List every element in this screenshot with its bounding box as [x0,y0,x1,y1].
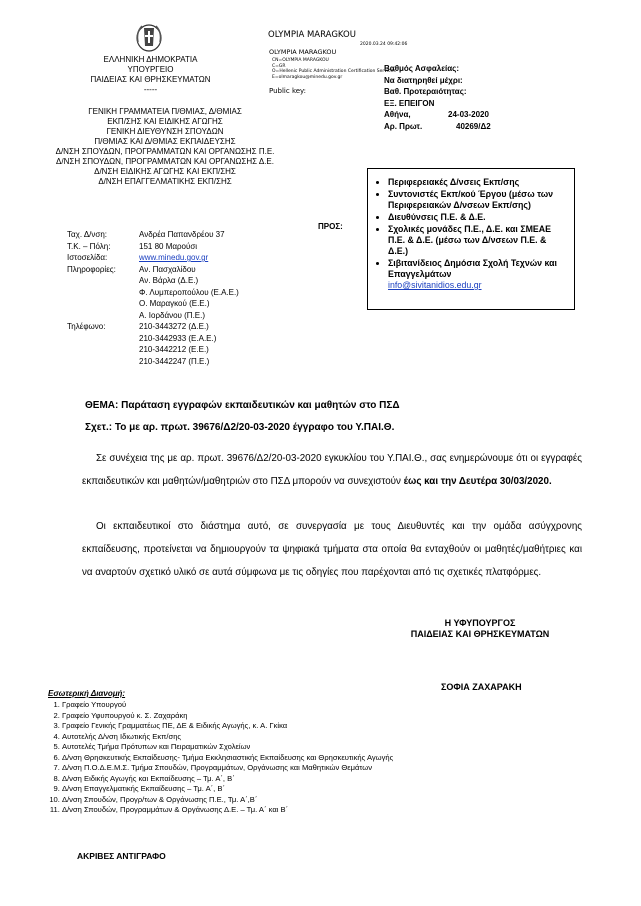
distribution-item: 6. Δ/νση Θρησκευτικής Εκπαίδευσης- Τμήμα Εκκλησιαστικής Εκπαίδευσης και Θρησκευτικής Αγωγής [62,753,498,764]
distribution-item: 9. Δ/νση Επαγγελματικής Εκπαίδευσης – Τμ. Α΄, Β΄ [62,784,498,795]
signature-detail: E=olmaragkou@minedu.gov.gr [272,74,343,80]
info-label: Πληροφορίες: [67,264,116,274]
department-lines [40,107,290,187]
recipient-item [388,258,568,291]
phone-number: 210-3442933 (Ε.Α.Ε.) [139,333,217,343]
postal-label: Τ.Κ. – Πόλη: [67,241,111,251]
classification-label: Βαθμός Ασφαλείας: [384,64,459,73]
recipient-email-link[interactable]: info@sivitanidios.edu.gr [388,280,482,290]
signatory-title-2: ΠΑΙΔΕΙΑΣ ΚΑΙ ΘΡΗΣΚΕΥΜΑΤΩΝ [410,629,550,639]
republic-title: ΕΛΛΗΝΙΚΗ ΔΗΜΟΚΡΑΤΙΑ [103,55,198,64]
to-label: ΠΡΟΣ: [318,222,343,231]
distribution-heading: Εσωτερική Διανομή: [48,689,126,698]
protocol-number: 40269/Δ2 [456,121,491,131]
phone-row [67,321,287,367]
public-key-label: Public key: [269,87,307,95]
distribution-item: 11. Δ/νση Σπουδών, Προγραμμάτων & Οργάνωσης Δ.Ε. – Τμ. Α΄ και Β΄ [62,805,498,816]
body-p1-bold: έως και την Δευτέρα 30/03/2020. [403,476,552,487]
distribution-item: 2. Γραφείο Υφυπουργού κ. Σ. Ζαχαράκη [62,711,498,722]
distribution-item: 3. Γραφείο Γενικής Γραμματέως ΠΕ, ΔΕ & Ειδικής Αγωγής, κ. Α. Γκίκα [62,721,498,732]
certified-copy: ΑΚΡΙΒΕΣ ΑΝΤΙΓΡΑΦΟ [77,851,166,861]
ministry-line-1: ΥΠΟΥΡΓΕΙΟ [127,65,174,74]
recipient-item: • Διευθύνσεις Π.Ε. & Δ.Ε. [388,212,568,223]
website-label: Ιστοσελίδα: [67,253,108,262]
priority-label: Βαθ. Προτεραιότητας: [384,87,467,97]
phone-label: Τηλέφωνο: [67,322,106,331]
phone-number: 210-3442247 (Π.Ε.) [139,356,210,366]
signatory-block [400,618,560,640]
info-person: Αν. Πασχαλίδου [139,264,196,274]
recipients-list [372,177,568,291]
signatory-name: ΣΟΦΙΑ ΖΑΧΑΡΑΚΗ [441,682,522,692]
header-separator: ----- [143,85,158,94]
dept-line: ΓΕΝΙΚΗ ΔΙΕΥΘΥΝΣΗ ΣΠΟΥΔΩΝ [106,127,224,136]
phone-number: 210-3442212 (Ε.Ε.) [139,345,209,354]
signatory-title-1: Η ΥΦΥΠΟΥΡΓΟΣ [444,618,516,628]
signature-details [272,58,396,80]
info-person: Φ. Λυμπεροπούλου (Ε.Α.Ε.) [139,287,239,297]
signature-date: 2020.03.24 09:42:06 [360,42,408,47]
recipient-item: • Συντονιστές Εκπ/κού Έργου (μέσω των Περιφερειακών Δ/νσεων Εκπ/σης) [388,189,568,211]
body-paragraph-2 [82,515,582,584]
dept-line: ΕΚΠ/ΣΗΣ ΚΑΙ ΕΙΔΙΚΗΣ ΑΓΩΓΗΣ [107,117,223,126]
body-p1-text: Σε συνέχεια της με αρ. πρωτ. 39676/Δ2/20-03-2020 εγκυκλίου του Υ.ΠΑΙ.Θ., σας ενημερώνουμε ότι οι εγγραφές εκπαιδευτικών και μαθητών/μαθητριών στο ΠΣΔ μπορούν να συνεχιστούν [82,453,582,487]
urgent-label: ΕΞ. ΕΠΕΙΓΟΝ [384,98,435,108]
recipient-item: • Περιφερειακές Δ/νσεις Εκπ/σης [388,177,568,188]
ministry-line-2: ΠΑΙΔΕΙΑΣ ΚΑΙ ΘΡΗΣΚΕΥΜΑΤΩΝ [90,75,211,84]
recipient-item: • Σχολικές μονάδες Π.Ε., Δ.Ε. και ΣΜΕΑΕ Π.Ε. & Δ.Ε. (μέσω των Δ/νσεων Π.Ε. & Δ.Ε.) [388,224,568,257]
retain-label: Να διατηρηθεί μέχρι: [384,75,463,85]
distribution-item: 4. Αυτοτελής Δ/νση Ιδιωτικής Εκπ/σης [62,732,498,743]
subject-line: ΘΕΜΑ: Παράταση εγγραφών εκπαιδευτικών και μαθητών στο ΠΣΔ [85,400,400,411]
recipient-name: Σιβιτανίδειος Δημόσια Σχολή Τεχνών και Επαγγελμάτων [388,258,557,279]
address-value: Ανδρέα Παπανδρέου 37 [139,230,225,239]
postal-row [67,241,287,253]
info-row [67,264,287,322]
security-block [384,63,544,133]
signature-name: OLYMPIA MARAGKOU [268,30,356,40]
address-label: Ταχ. Δ/νση: [67,230,108,239]
signature-detail: CN=OLYMPIA MARAGKOU [272,58,329,63]
dept-line: Δ/ΝΣΗ ΕΙΔΙΚΗΣ ΑΓΩΓΗΣ ΚΑΙ ΕΚΠ/ΣΗΣ [94,167,236,176]
city: Αθήνα, [384,110,411,120]
address-row [67,229,287,241]
ministry-header [90,55,211,95]
signature-detail: C=GR [272,63,286,69]
info-list [139,264,239,322]
dept-line: Δ/ΝΣΗ ΣΠΟΥΔΩΝ, ΠΡΟΓΡΑΜΜΑΤΩΝ ΚΑΙ ΟΡΓΑΝΩΣΗΣ Π.Ε. [55,147,275,156]
protocol-label: Αρ. Πρωτ. [384,121,423,131]
info-person: Α. Ιορδάνου (Π.Ε.) [139,310,206,320]
greek-emblem-icon [134,22,164,52]
distribution-item: 1. Γραφείο Υπουργού [62,700,498,711]
signature-subject: OLYMPIA MARAGKOU [269,48,337,56]
distribution-list [48,700,498,816]
dept-line: Π/ΘΜΙΑΣ ΚΑΙ Δ/ΘΜΙΑΣ ΕΚΠΑΙΔΕΥΣΗΣ [94,137,236,146]
phone-list [139,321,216,367]
recipients-box [367,168,575,310]
reference-line: Σχετ.: Το με αρ. πρωτ. 39676/Δ2/20-03-2020 έγγραφο του Υ.ΠΑΙ.Θ. [85,422,395,433]
document-date: 24-03-2020 [448,110,489,120]
body-paragraph-1 [82,447,582,493]
distribution-item: 5. Αυτοτελές Τμήμα Πρότυπων και Πειραματικών Σχολείων [62,742,498,753]
website-row [67,252,287,264]
distribution-item: 7. Δ/νση Π.Ο.Δ.Ε.Μ.Σ. Τμήμα Σπουδών, Προγραμμάτων, Οργάνωσης και Μαθητικών Θεμάτων [62,763,498,774]
signature-detail: O=Hellenic Public Administration Certification Services [272,69,396,74]
body-p2-text: Οι εκπαιδευτικοί στο διάστημα αυτό, σε συνεργασία με τους Διευθυντές και την ομάδα ασύγχρονης εκπαίδευσης, προτείνεται να δημιουργούν τα ψηφιακά τμήματα στα οποία θα ενταχθούν οι μαθητές/μαθήτριες και να αναρτούν σχετικό υλικό σε αυτά σύμφωνα με τις οδηγίες που παρέχονται από τις σχετικές πλατφόρμες. [82,521,582,578]
info-person: Ο. Μαραγκού (Ε.Ε.) [139,299,210,308]
dept-line: Δ/ΝΣΗ ΣΠΟΥΔΩΝ, ΠΡΟΓΡΑΜΜΑΤΩΝ ΚΑΙ ΟΡΓΑΝΩΣΗΣ Δ.Ε. [56,157,274,166]
protocol-row [384,121,544,133]
dept-line: Δ/ΝΣΗ ΕΠΑΓΓΕΛΜΑΤΙΚΗΣ ΕΚΠ/ΣΗΣ [98,177,232,186]
postal-value: 151 80 Μαρούσι [139,241,198,251]
internal-distribution [48,689,498,816]
info-person: Αν. Βάρλα (Δ.Ε.) [139,276,199,285]
phone-number: 210-3443272 (Δ.Ε.) [139,322,209,331]
dept-line: ΓΕΝΙΚΗ ΓΡΑΜΜΑΤΕΙΑ Π/ΘΜΙΑΣ, Δ/ΘΜΙΑΣ [88,107,242,116]
contact-info [67,229,287,367]
distribution-item: 8. Δ/νση Ειδικής Αγωγής και Εκπαίδευσης – Τμ. Α΄, Β΄ [62,774,498,785]
website-link[interactable]: www.minedu.gov.gr [139,253,209,262]
distribution-item: 10. Δ/νση Σπουδών, Προγρ/των & Οργάνωσης Π.Ε., Τμ. Α΄,Β΄ [62,795,498,806]
date-row [384,109,544,121]
